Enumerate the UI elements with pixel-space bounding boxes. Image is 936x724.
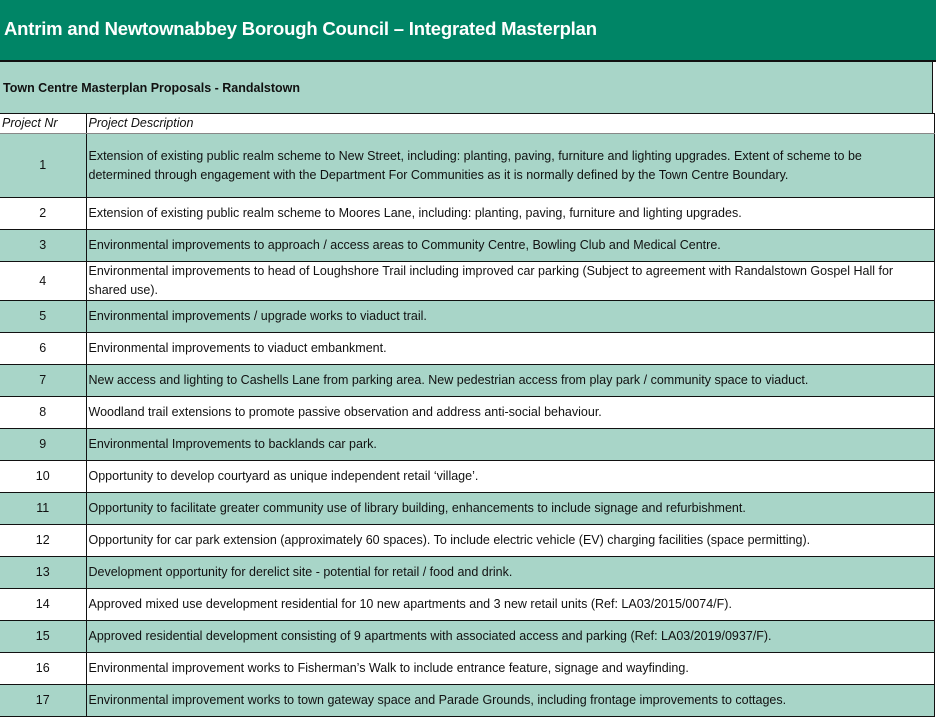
- project-description: Environmental improvements to viaduct embankment.: [86, 333, 934, 365]
- project-nr: 1: [0, 134, 86, 198]
- project-description: New access and lighting to Cashells Lane from parking area. New pedestrian access from play park / community space to viaduct.: [86, 365, 934, 397]
- project-description: Extension of existing public realm scheme to New Street, including: planting, paving, furniture and lighting upgrades. Extent of scheme to be determined through engagement with the Department For Communities as it is normally defined by the Town Centre Boundary.: [86, 134, 934, 198]
- table-row: [0, 333, 934, 365]
- project-description: Opportunity for car park extension (approximately 60 spaces). To include electric vehicle (EV) charging facilities (space permitting).: [86, 525, 934, 557]
- subtitle-bar: [0, 62, 933, 113]
- projects-table: [0, 113, 935, 717]
- project-nr: 11: [0, 493, 86, 525]
- project-description: Environmental improvements to approach / access areas to Community Centre, Bowling Club and Medical Centre.: [86, 230, 934, 262]
- project-description: Approved mixed use development residential for 10 new apartments and 3 new retail units (Ref: LA03/2015/0074/F).: [86, 589, 934, 621]
- project-description: Opportunity to develop courtyard as unique independent retail ‘village’.: [86, 461, 934, 493]
- table-row: [0, 262, 934, 301]
- project-nr: 17: [0, 685, 86, 717]
- project-description: Environmental Improvements to backlands car park.: [86, 429, 934, 461]
- project-nr: 9: [0, 429, 86, 461]
- table-row: [0, 589, 934, 621]
- table-row: [0, 301, 934, 333]
- project-nr: 8: [0, 397, 86, 429]
- column-header-project-description: Project Description: [86, 114, 934, 134]
- project-description: Extension of existing public realm scheme to Moores Lane, including: planting, paving, furniture and lighting upgrades.: [86, 198, 934, 230]
- project-nr: 7: [0, 365, 86, 397]
- project-description: Approved residential development consisting of 9 apartments with associated access and parking (Ref: LA03/2019/0937/F).: [86, 621, 934, 653]
- table-row: [0, 621, 934, 653]
- project-nr: 15: [0, 621, 86, 653]
- table-row: [0, 685, 934, 717]
- table-row: [0, 525, 934, 557]
- project-nr: 16: [0, 653, 86, 685]
- table-row: [0, 653, 934, 685]
- project-description: Environmental improvement works to town gateway space and Parade Grounds, including frontage improvements to cottages.: [86, 685, 934, 717]
- project-description: Environmental improvements to head of Loughshore Trail including improved car parking (Subject to agreement with Randalstown Gospel Hall for shared use).: [86, 262, 934, 301]
- section-title: Town Centre Masterplan Proposals - Randalstown: [3, 81, 301, 95]
- project-nr: 13: [0, 557, 86, 589]
- table-row: [0, 134, 934, 198]
- project-nr: 14: [0, 589, 86, 621]
- project-description: Environmental improvements / upgrade works to viaduct trail.: [86, 301, 934, 333]
- project-nr: 12: [0, 525, 86, 557]
- table-row: [0, 365, 934, 397]
- project-description: Environmental improvement works to Fisherman’s Walk to include entrance feature, signage and wayfinding.: [86, 653, 934, 685]
- project-nr: 6: [0, 333, 86, 365]
- title-bar: [0, 0, 936, 62]
- project-nr: 4: [0, 262, 86, 301]
- project-nr: 5: [0, 301, 86, 333]
- project-description: Woodland trail extensions to promote passive observation and address anti-social behaviour.: [86, 397, 934, 429]
- project-nr: 3: [0, 230, 86, 262]
- table-row: [0, 493, 934, 525]
- page-title: Antrim and Newtownabbey Borough Council – Integrated Masterplan: [4, 18, 597, 39]
- table-header-row: [0, 114, 934, 134]
- table-row: [0, 429, 934, 461]
- table-row: [0, 461, 934, 493]
- project-nr: 10: [0, 461, 86, 493]
- project-nr: 2: [0, 198, 86, 230]
- table-row: [0, 198, 934, 230]
- table-row: [0, 230, 934, 262]
- project-description: Development opportunity for derelict site - potential for retail / food and drink.: [86, 557, 934, 589]
- table-row: [0, 397, 934, 429]
- table-row: [0, 557, 934, 589]
- project-description: Opportunity to facilitate greater community use of library building, enhancements to include signage and refurbishment.: [86, 493, 934, 525]
- column-header-project-nr: Project Nr: [0, 114, 86, 134]
